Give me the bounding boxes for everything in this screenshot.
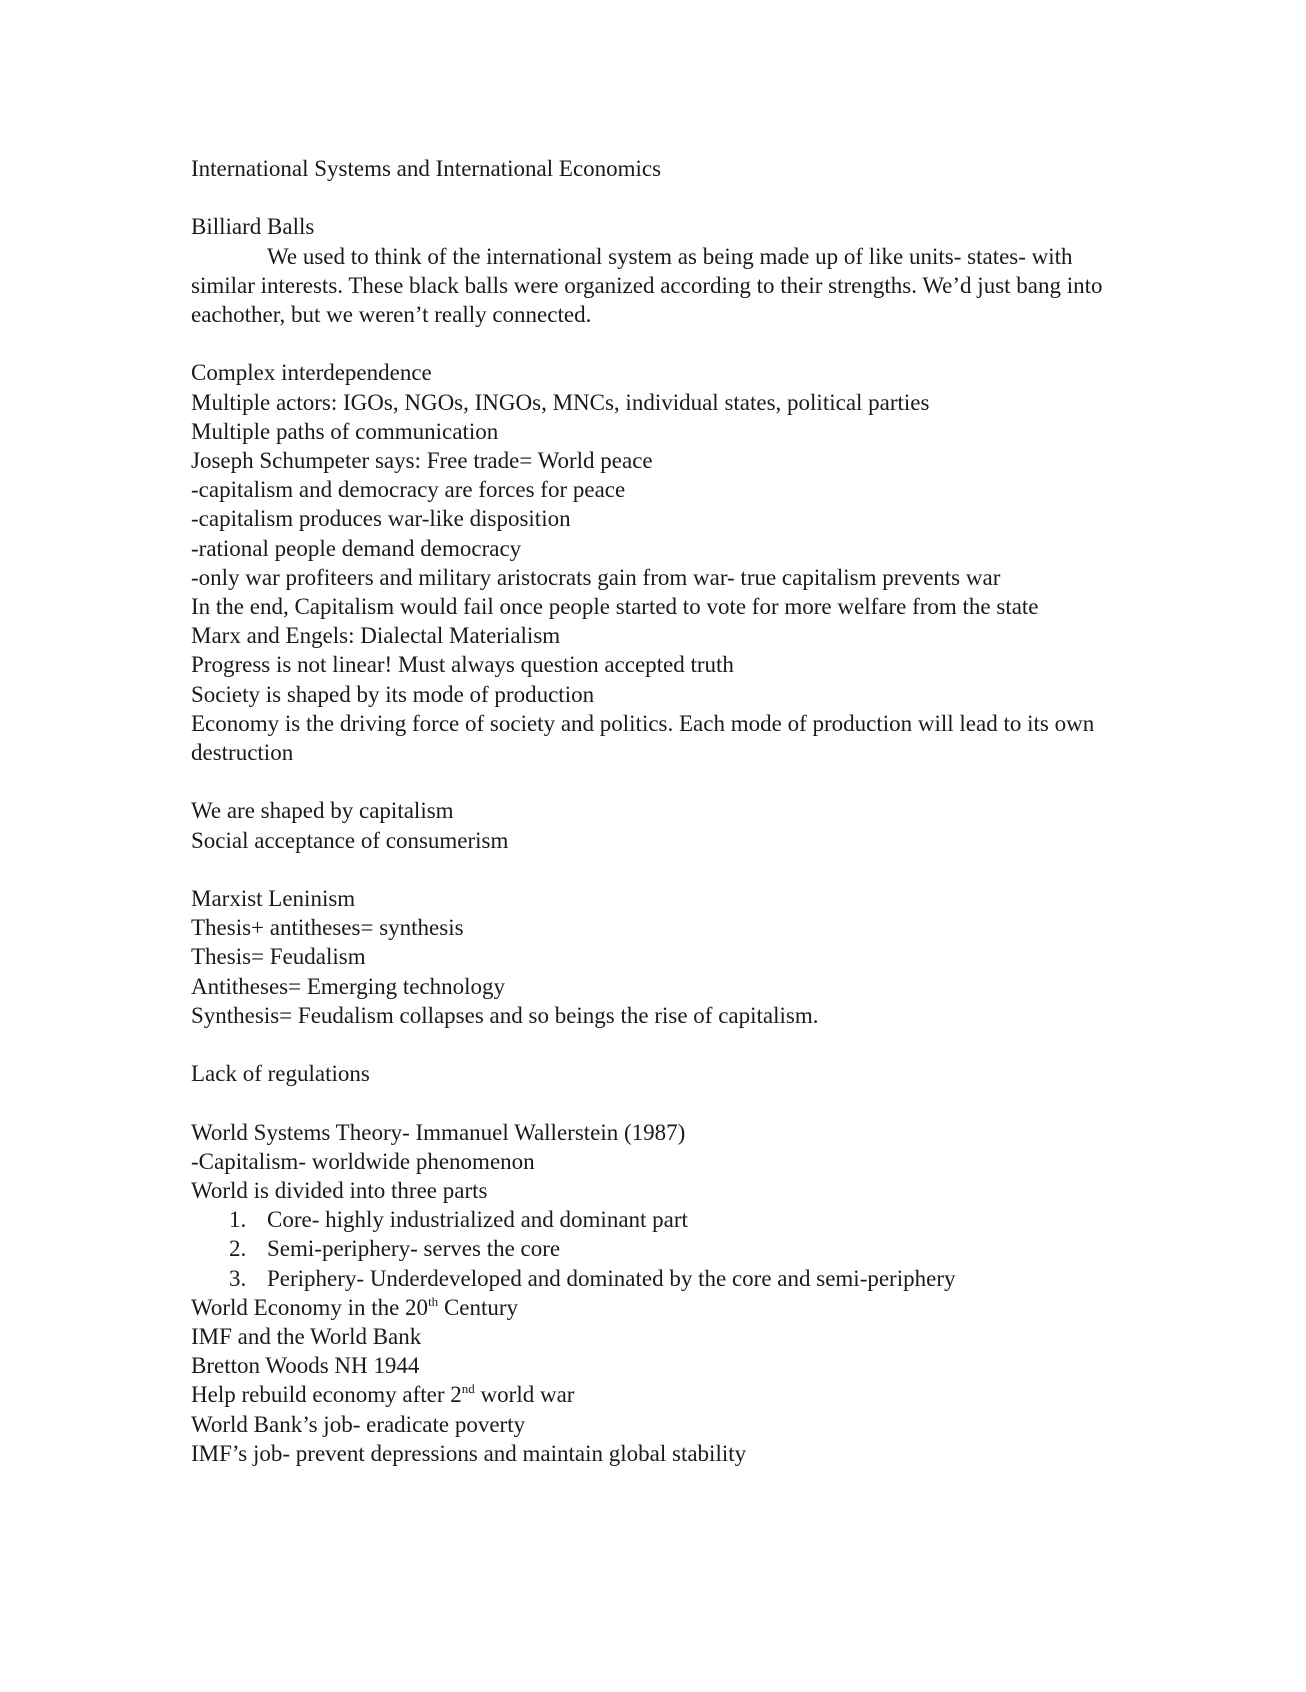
list-item-text: Core- highly industrialized and dominant part [267, 1207, 688, 1233]
note-line: IMF’s job- prevent depressions and maintain global stability [191, 1440, 747, 1466]
note-line: Social acceptance of consumerism [191, 827, 509, 853]
blank-line [191, 767, 1111, 796]
document-body [191, 154, 1111, 1468]
note-line: Thesis= Feudalism [191, 944, 366, 970]
note-line: Multiple paths of communication [191, 418, 499, 444]
blank-line [191, 329, 1111, 358]
list-number: 2. [229, 1236, 247, 1262]
note-line: Economy is the driving force of society and politics. Each mode of production will lead to its own destruction [191, 710, 1095, 766]
note-line: -Capitalism- worldwide phenomenon [191, 1148, 535, 1174]
note-line: -rational people demand democracy [191, 535, 522, 561]
text-fragment: Help rebuild economy after 2 [191, 1382, 462, 1408]
list-item [191, 1264, 1111, 1293]
note-line: -capitalism produces war-like disposition [191, 506, 571, 532]
note-line: Antitheses= Emerging technology [191, 973, 506, 999]
note-line: Bretton Woods NH 1944 [191, 1353, 420, 1379]
note-line: Synthesis= Feudalism collapses and so beings the rise of capitalism. [191, 1002, 819, 1028]
superscript: th [428, 1293, 439, 1309]
text-fragment: world war [474, 1382, 575, 1408]
note-line: -only war profiteers and military aristocrats gain from war- true capitalism prevents war [191, 564, 1001, 590]
blank-line [191, 183, 1111, 212]
note-line: -capitalism and democracy are forces for peace [191, 477, 626, 503]
blank-line [191, 1030, 1111, 1059]
list-item-text: Periphery- Underdeveloped and dominated by the core and semi-periphery [267, 1265, 956, 1291]
note-line: We are shaped by capitalism [191, 798, 454, 824]
note-line: IMF and the World Bank [191, 1324, 422, 1350]
section-heading-billiard-balls: Billiard Balls [191, 214, 315, 240]
note-line: Progress is not linear! Must always question accepted truth [191, 652, 734, 678]
list-item [191, 1234, 1111, 1263]
billiard-balls-paragraph: We used to think of the international system as being made up of like units- states- with similar interests. These black balls were organized according to their strengths. We’d just bang into eachother, but we weren’t really connected. [191, 243, 1103, 327]
section-heading-marxist-leninism: Marxist Leninism [191, 886, 356, 912]
list-item [191, 1205, 1111, 1234]
note-line: Thesis+ antitheses= synthesis [191, 915, 464, 941]
blank-line [191, 1088, 1111, 1117]
blank-line [191, 855, 1111, 884]
note-line: World is divided into three parts [191, 1178, 488, 1204]
note-line: In the end, Capitalism would fail once people started to vote for more welfare from the state [191, 594, 1039, 620]
note-line: World Bank’s job- eradicate poverty [191, 1411, 526, 1437]
list-number: 1. [229, 1207, 247, 1233]
section-heading-complex-interdependence: Complex interdependence [191, 360, 432, 386]
text-fragment: Century [438, 1294, 519, 1320]
note-line: Multiple actors: IGOs, NGOs, INGOs, MNCs, individual states, political parties [191, 389, 930, 415]
list-number: 3. [229, 1265, 247, 1291]
note-line-rebuild [191, 1380, 1111, 1409]
three-parts-list [191, 1205, 1111, 1293]
list-item-text: Semi-periphery- serves the core [267, 1236, 561, 1262]
note-line: Society is shaped by its mode of production [191, 681, 595, 707]
superscript: nd [461, 1381, 475, 1397]
note-line: Joseph Schumpeter says: Free trade= World peace [191, 448, 653, 473]
document-title: International Systems and International Economics [191, 156, 662, 181]
note-line-lack-of-regulations: Lack of regulations [191, 1061, 370, 1087]
note-line: Marx and Engels: Dialectal Materialism [191, 623, 561, 649]
text-fragment: World Economy in the 20 [191, 1294, 429, 1320]
note-line-world-economy [191, 1293, 1111, 1322]
section-heading-world-systems-theory: World Systems Theory- Immanuel Wallerstein (1987) [191, 1119, 686, 1145]
